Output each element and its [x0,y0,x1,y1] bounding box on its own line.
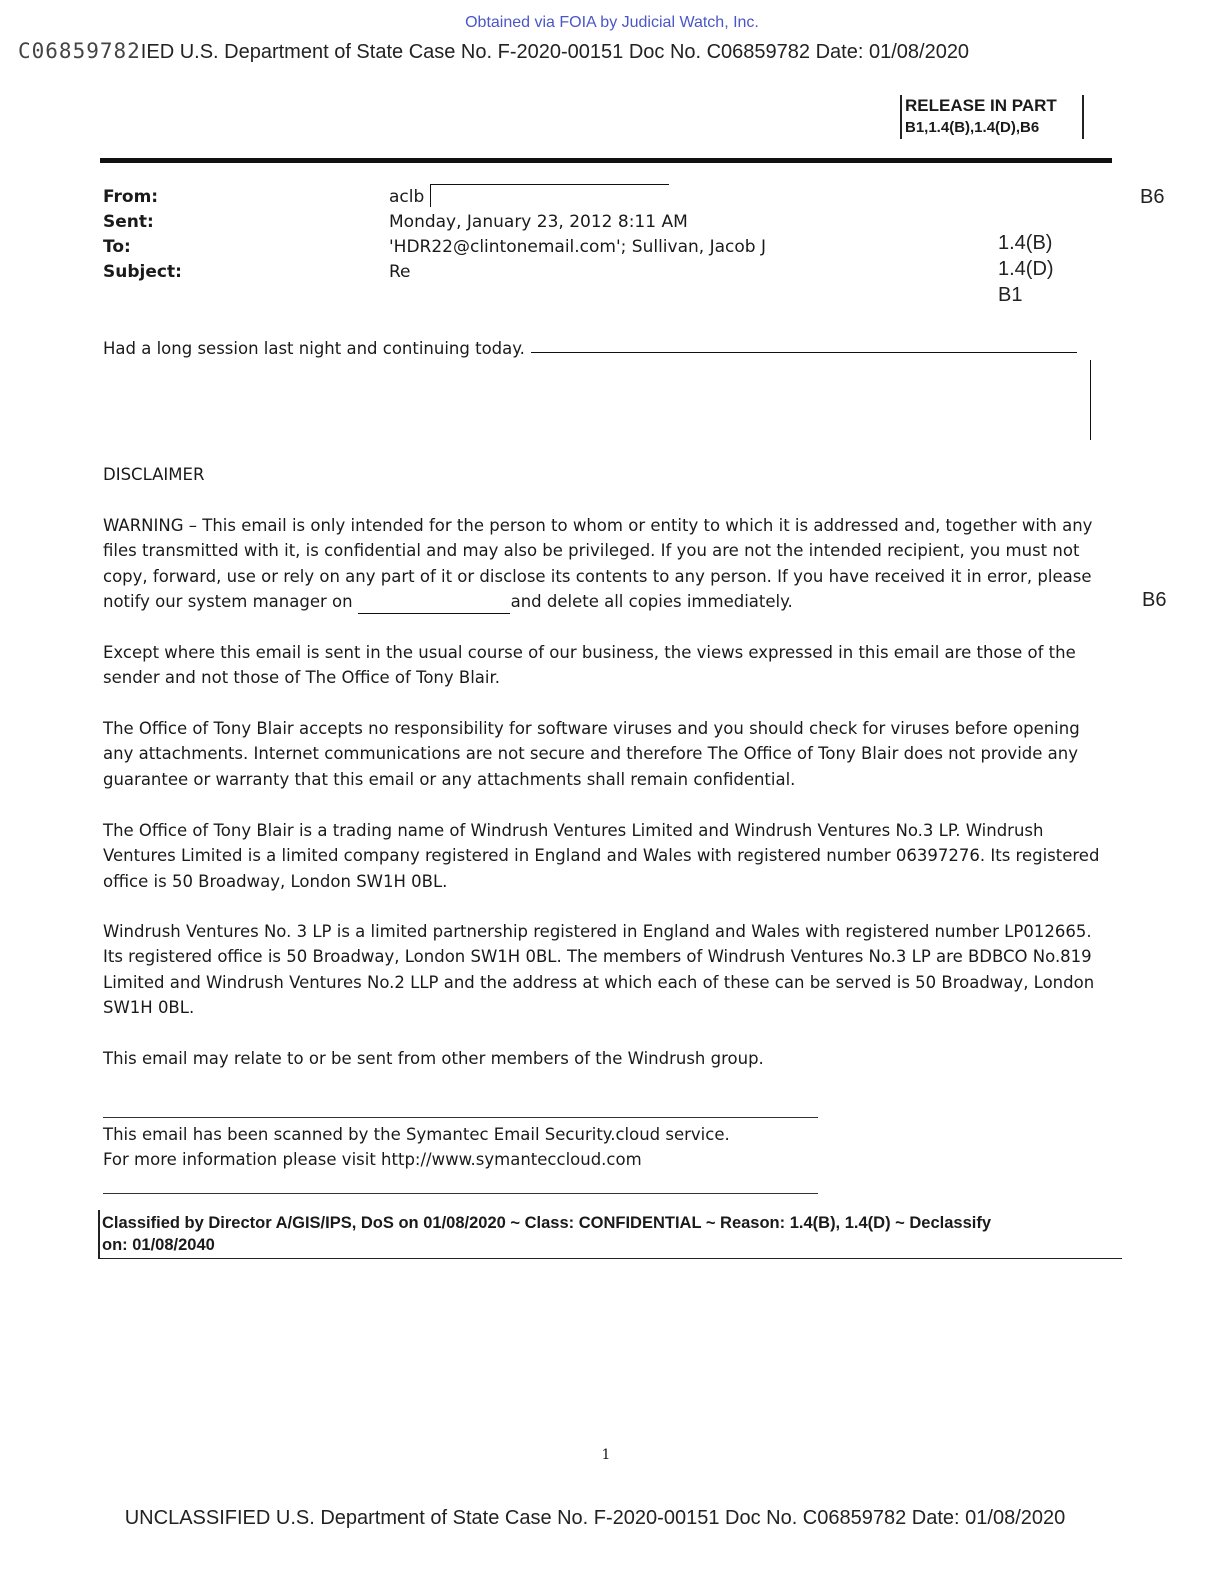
exemption-1-4b: 1.4(B) [998,232,1053,254]
classification-header [18,39,969,64]
trading-line: Ventures Limited is a limited company registered in England and Wales with registered number 06397276. Its registered [103,846,1100,866]
to-label: To: [103,237,131,257]
page-number: 1 [601,1447,611,1463]
subject-label: Subject: [103,262,182,282]
redaction-box-from [430,184,669,207]
from-label: From: [103,187,159,207]
warning-line-last [103,589,1113,614]
trading-paragraph [103,818,1113,894]
redaction-line-intro [531,352,1077,353]
scan-line: For more information please visit http://www.symanteccloud.com [103,1150,642,1170]
redaction-line-phone [358,613,510,614]
warning-last-b: and delete all copies immediately. [510,592,793,612]
viruses-line: The Office of Tony Blair accepts no responsibility for software viruses and you should check for viruses before opening [103,719,1080,738]
classification-block [98,1210,1122,1259]
release-stamp-line2: B1,1.4(B),1.4(D),B6 [905,119,1040,136]
release-stamp [900,95,1084,139]
exemption-b1: B1 [998,284,1023,306]
exemption-b6-top: B6 [1140,186,1165,208]
partnership-line: Windrush Ventures No. 3 LP is a limited partnership registered in England and Wales with registered number LP012665. [103,922,1092,941]
header-line: IED U.S. Department of State Case No. F-2020-00151 Doc No. C06859782 Date: 01/08/2020 [140,41,970,63]
warning-paragraph [103,513,1113,615]
except-line: sender and not those of The Office of Tony Blair. [103,668,501,688]
exemption-b6-mid: B6 [1142,589,1167,611]
footer-line: UNCLASSIFIED U.S. Department of State Case No. F-2020-00151 Doc No. C06859782 Date: 01/08/2020 [124,1507,1066,1529]
viruses-paragraph [103,716,1113,792]
partnership-line: SW1H 0BL. [103,998,195,1018]
redaction-edge-intro [1090,360,1091,440]
except-line: Except where this email is sent in the usual course of our business, the views expressed in this email are those of the [103,643,1076,662]
intro-line: Had a long session last night and continuing today. [103,339,525,358]
warning-last-a: notify our system manager on [103,592,353,612]
from-value: aclb [389,187,425,207]
partnership-line: Its registered office is 50 Broadway, London SW1H 0BL. The members of Windrush Ventures No.3 LP are BDBCO No.819 [103,947,1092,967]
doc-id-stamp: C06859782 [18,39,141,63]
sent-label: Sent: [103,212,154,232]
viruses-line: any attachments. Internet communications are not secure and therefore The Office of Tony Blair does not provide any [103,744,1078,764]
viruses-line: guarantee or warranty that this email or any attachments shall remain confidential. [103,769,796,789]
classification-line2: on: 01/08/2040 [102,1236,215,1254]
sent-value: Monday, January 23, 2012 8:11 AM [389,212,688,232]
header-divider [100,158,1112,163]
partnership-paragraph [103,919,1113,1021]
scan-rule-top [103,1117,818,1118]
exemption-1-4d: 1.4(D) [998,258,1054,280]
disclaimer-title: DISCLAIMER [103,465,205,484]
foia-banner: Obtained via FOIA by Judicial Watch, Inc. [465,14,759,31]
scan-line: This email has been scanned by the Symantec Email Security.cloud service. [103,1125,730,1144]
warning-line: copy, forward, use or rely on any part of it or disclose its contents to any person. If you have received it in error, please [103,566,1092,586]
group-line: This email may relate to or be sent from other members of the Windrush group. [103,1049,764,1068]
classification-line1: Classified by Director A/GIS/IPS, DoS on 01/08/2020 ~ Class: CONFIDENTIAL ~ Reason: 1.4(B), 1.4(D) ~ Declassify [102,1214,992,1232]
partnership-line: Limited and Windrush Ventures No.2 LLP and the address at which each of these can be served is 50 Broadway, London [103,972,1095,992]
scan-notice [103,1122,1113,1173]
scan-rule-bottom [103,1193,818,1194]
subject-value: Re [389,262,411,282]
trading-line: office is 50 Broadway, London SW1H 0BL. [103,871,448,891]
release-stamp-line1: RELEASE IN PART [905,96,1057,115]
to-value: 'HDR22@clintonemail.com'; Sullivan, Jacob J [389,237,766,257]
warning-line: WARNING – This email is only intended for the person to whom or entity to which it is addressed and, together with any [103,516,1093,535]
except-paragraph [103,640,1113,691]
warning-line: files transmitted with it, is confidential and may also be privileged. If you are not the intended recipient, you must not [103,541,1080,561]
trading-line: The Office of Tony Blair is a trading name of Windrush Ventures Limited and Windrush Ventures No.3 LP. Windrush [103,821,1044,840]
